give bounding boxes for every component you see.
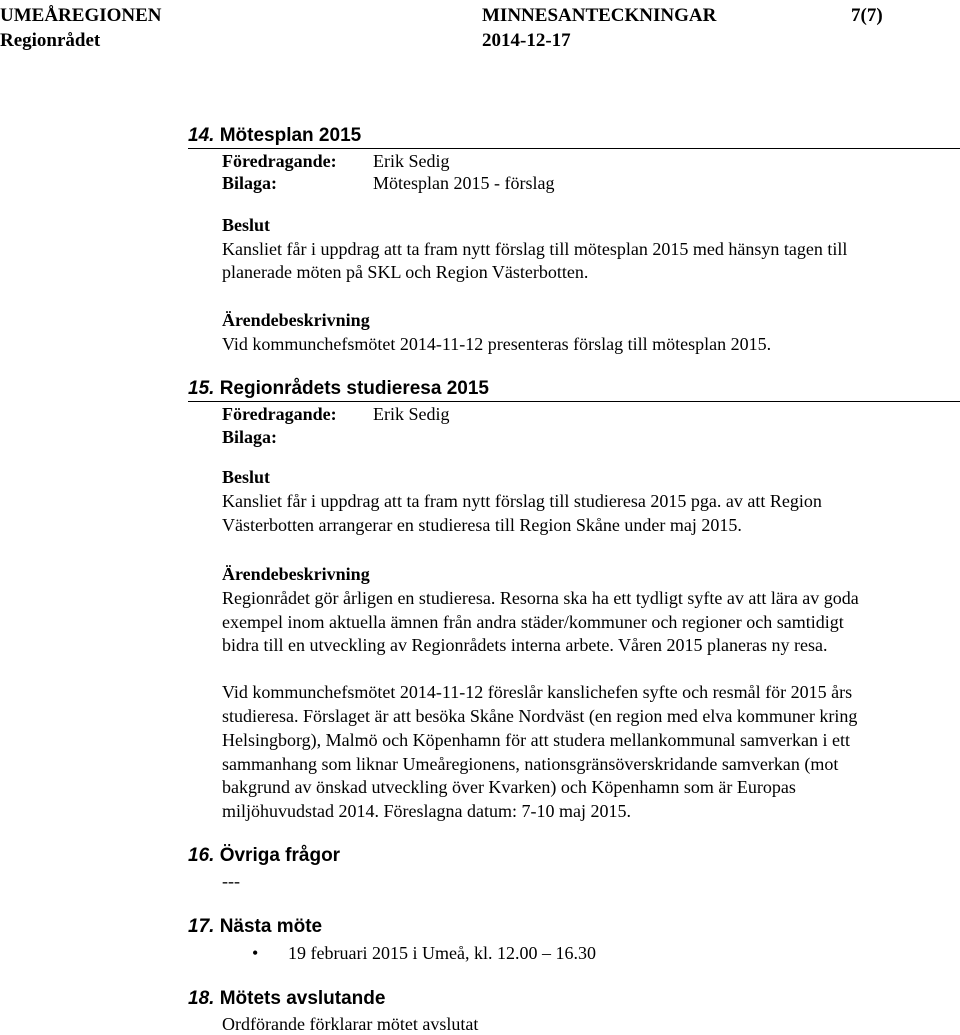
description-heading: Ärendebeskrivning bbox=[222, 564, 370, 584]
section-15-title bbox=[188, 378, 489, 400]
section-14-title bbox=[188, 125, 361, 147]
decision-text: Västerbotten arrangerar en studieresa till Region Skåne under maj 2015. bbox=[222, 515, 742, 535]
section-18-title bbox=[188, 988, 385, 1010]
section-divider bbox=[188, 148, 960, 149]
presenter-label: Föredragande: bbox=[222, 151, 337, 171]
section-title-text: Nästa möte bbox=[219, 916, 323, 937]
section-number: 15. bbox=[188, 378, 215, 399]
page-number: 7(7) bbox=[851, 5, 883, 26]
attachment-label: Bilaga: bbox=[222, 173, 278, 193]
presenter-name: Erik Sedig bbox=[373, 404, 450, 424]
presenter-name: Erik Sedig bbox=[373, 151, 450, 171]
description-text: bidra till en utveckling av Regionrådets interna arbete. Våren 2015 planeras ny resa. bbox=[222, 635, 828, 655]
description-text: Regionrådet gör årligen en studieresa. Resorna ska ha ett tydligt syfte av att lära av goda bbox=[222, 588, 859, 608]
section-17-title bbox=[188, 916, 322, 938]
decision-text: Kansliet får i uppdrag att ta fram nytt förslag till studieresa 2015 pga. av att Region bbox=[222, 491, 822, 511]
section-body: --- bbox=[222, 871, 240, 891]
description-text: miljöhuvudstad 2014. Föreslagna datum: 7-10 maj 2015. bbox=[222, 801, 631, 821]
section-divider bbox=[188, 401, 960, 402]
section-title-text: Mötets avslutande bbox=[219, 988, 386, 1009]
meeting-date: 2014-12-17 bbox=[482, 30, 571, 51]
description-text: exempel inom aktuella ämnen från andra städer/kommuner och regioner och samtidigt bbox=[222, 612, 844, 632]
description-text: sammanhang som liknar Umeåregionens, nationsgränsöverskridande samverkan (mot bbox=[222, 754, 839, 774]
section-number: 17. bbox=[188, 916, 215, 937]
description-text: bakgrund av önskad utveckling över Kvarken) och Köpenhamn som är Europas bbox=[222, 777, 796, 797]
next-meeting-text: 19 februari 2015 i Umeå, kl. 12.00 – 16.30 bbox=[288, 943, 596, 963]
description-text: studieresa. Förslaget är att besöka Skåne Nordväst (en region med elva kommuner kring bbox=[222, 706, 858, 726]
bullet-icon: • bbox=[252, 943, 259, 963]
description-text: Vid kommunchefsmötet 2014-11-12 presenteras förslag till mötesplan 2015. bbox=[222, 334, 772, 354]
section-number: 18. bbox=[188, 988, 215, 1009]
document-type: MINNESANTECKNINGAR bbox=[482, 5, 717, 26]
attachment-name: Mötesplan 2015 - förslag bbox=[373, 173, 555, 193]
section-body: Ordförande förklarar mötet avslutat bbox=[222, 1014, 479, 1034]
decision-text: Kansliet får i uppdrag att ta fram nytt förslag till mötesplan 2015 med hänsyn tagen till bbox=[222, 239, 848, 259]
decision-text: planerade möten på SKL och Region Västerbotten. bbox=[222, 262, 589, 282]
attachment-label: Bilaga: bbox=[222, 427, 278, 447]
description-text: Helsingborg), Malmö och Köpenhamn för att studera mellankommunal samverkan i ett bbox=[222, 730, 851, 750]
decision-heading: Beslut bbox=[222, 467, 271, 487]
section-title-text: Regionrådets studieresa 2015 bbox=[219, 378, 489, 399]
section-16-title bbox=[188, 845, 340, 867]
description-text: Vid kommunchefsmötet 2014-11-12 föreslår kanslichefen syfte och resmål för 2015 års bbox=[222, 682, 853, 702]
section-number: 16. bbox=[188, 845, 215, 866]
section-title-text: Mötesplan 2015 bbox=[219, 125, 362, 146]
section-number: 14. bbox=[188, 125, 215, 146]
presenter-label: Föredragande: bbox=[222, 404, 337, 424]
org-name: UMEÅREGIONEN bbox=[0, 5, 162, 26]
description-heading: Ärendebeskrivning bbox=[222, 310, 370, 330]
meeting-body: Regionrådet bbox=[0, 30, 101, 51]
decision-heading: Beslut bbox=[222, 215, 271, 235]
section-title-text: Övriga frågor bbox=[219, 845, 341, 866]
